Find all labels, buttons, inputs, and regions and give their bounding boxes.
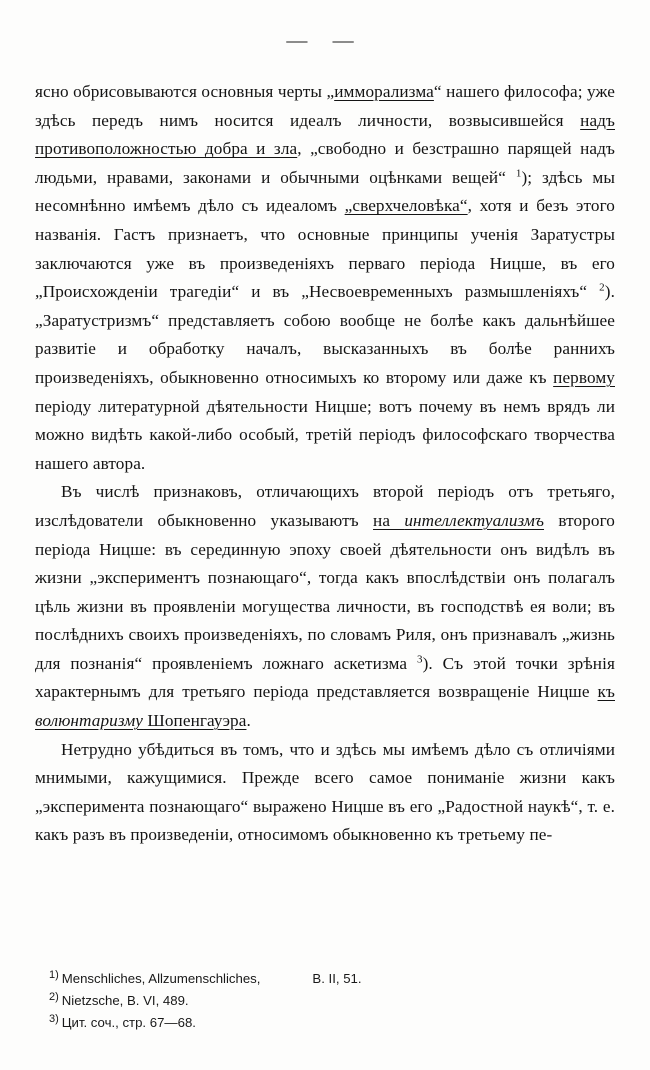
paragraph-2: Въ числѣ признаковъ, отличающихъ второй періодъ отъ третьяго, изслѣдователи обыкновенно указываютъ на интеллектуализмъ второго періода Ницше: въ серединную эпоху своей дѣятельности онъ видѣлъ въ жизни „экспериментъ познающаго“, тогда какъ впослѣдствіи онъ полагалъ цѣль жизни въ проявленіи могущества личности, въ господствѣ ея воли; въ послѣднихъ своихъ произведеніяхъ, по словамъ Риля, онъ признавалъ „жизнь для познанія“ проявленіемъ ложнаго аскетизма $^3$). Съ этой точки зрѣнія характернымъ для третьяго періода представляется возвращеніе Ницше къ волюнтаризму Шопенгауэра.	[35, 482, 615, 731]
footnote-marker: 3)	[49, 1012, 59, 1025]
footnotes-block	[35, 968, 615, 1034]
footnote-text: Цит. соч., стр. 67—68.	[61, 1015, 196, 1030]
paragraph-3: Нетрудно убѣдиться въ томъ, что и здѣсь мы имѣемъ дѣло съ отличіями мнимыми, кажущимися. Прежде всего самое пониманіе жизни какъ „эксперимента познающаго“ выражено Ницше въ его „Радостной наукѣ“, т. е. какъ разъ въ произведеніи, относимомъ обыкновенно къ третьему пе-	[35, 739, 615, 845]
footnote-2	[35, 990, 615, 1012]
footnote-text: Nietzsche, B. VI, 489.	[61, 993, 189, 1008]
footnote-text-continued: В. II, 51.	[312, 971, 362, 986]
page-body-text	[35, 78, 615, 850]
footnote-1	[35, 968, 615, 990]
footnote-marker: 2)	[49, 990, 59, 1003]
footnote-3	[35, 1012, 615, 1034]
footnote-text: Menschliches, Allzumenschliches,	[61, 971, 261, 986]
page-header-ornament: — —	[286, 28, 364, 52]
footnote-marker: 1)	[49, 968, 59, 981]
paragraph-1: ясно обрисовываются основныя черты „имморализма“ нашего философа; уже здѣсь передъ нимъ носится идеалъ личности, возвысившейся надъ противоположностью добра и зла, „свободно и безстрашно парящей надъ людьми, нравами, законами и обычными оцѣнками вещей“ $^1$); здѣсь мы несомнѣнно имѣемъ дѣло съ идеаломъ „сверхчеловѣка“, хотя и безъ этого названія. Гастъ признаетъ, что основные принципы ученія Заратустры заключаются уже въ произведеніяхъ перваго періода Ницше, въ его „Происхожденіи трагедіи“ и въ „Несвоевременныхъ размышленіяхъ“ $^2$). „Заратустризмъ“ представляетъ собою вообще не болѣе какъ дальнѣйшее развитіе и обработку началъ, высказанныхъ въ болѣе раннихъ произведеніяхъ, обыкновенно относимыхъ ко второму или даже къ первому періоду литературной дѣятельности Ницше; вотъ почему въ немъ врядъ ли можно видѣть какой-либо особый, третій періодъ философскаго творчества нашего автора.	[35, 82, 616, 473]
